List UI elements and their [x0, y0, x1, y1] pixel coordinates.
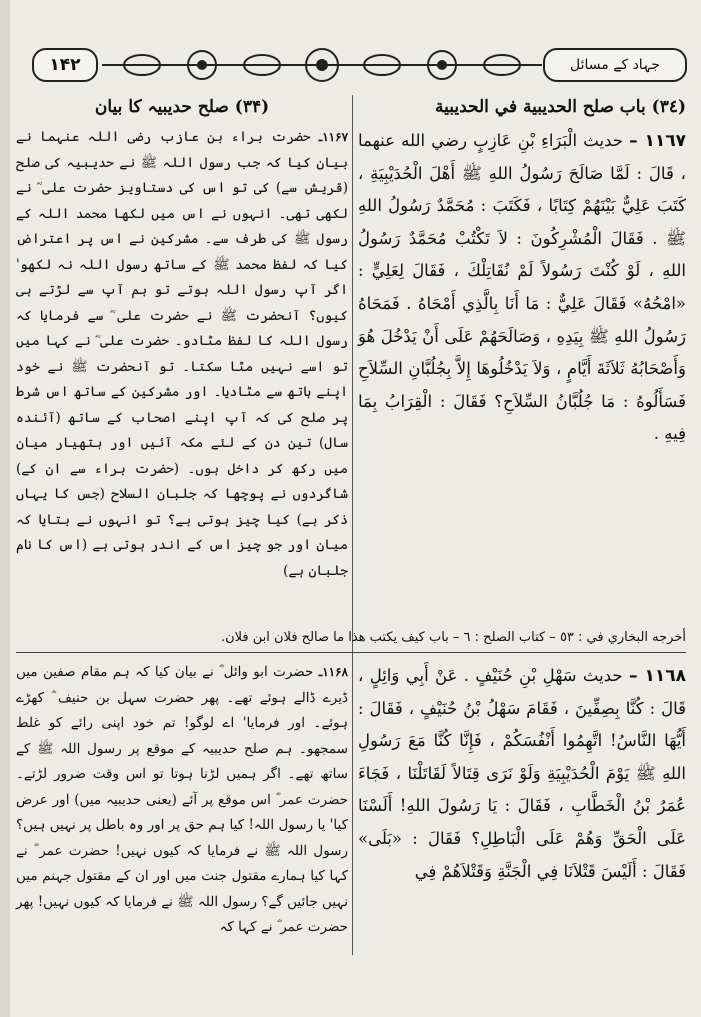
arabic-hadith-1-text: حديث الْبَرَاءِ بْنِ عَازِبٍ رضي الله عنهما ، قَالَ : لَمَّا صَالَحَ رَسُولُ اللهِ ﷺ أَهْلَ الْحُدَيْبِيَةِ ، كَتَبَ عَلِيٌّ بَيْنَهُمْ كِتَابًا ، فَكَتَبَ : مُحَمَّدٌ رَسُولُ اللهِ ﷺ . فَقَالَ الْمُشْرِكُونَ : لاَ تَكْتُبْ مُحَمَّدٌ رَسُولُ اللهِ ، لَوْ كُنْتَ رَسُولاً لَمْ نُقَاتِلْكَ ، فَقَالَ لِعَلِيٍّ : «امْحُهُ» فَقَالَ عَلِيٌّ : مَا أَنَا بِالَّذِي أَمْحَاهُ . فَمَحَاهُ رَسُولُ اللهِ ﷺ بِيَدِهِ ، وَصَالَحَهُمْ عَلَى أَنْ يَدْخُلَ هُوَ وَأَصْحَابُهُ ثَلاَثَةَ أَيَّامٍ ، وَلاَ يَدْخُلُوهَا إِلاَّ بِجُلُبَّانِ السِّلاَحِ فَسَأَلُوهُ : مَا جُلُبَّانُ السِّلاَحِ؟ فَقَالَ : الْقِرَابُ بِمَا فِيهِ . — [358, 131, 686, 444]
urdu-hadith-2-text: حضرت ابو وائل ؓ نے بیان کیا کہ ہم مقام صفین میں ڈیرے ڈالے ہوئے تھے۔ پھر حضرت سہل بن حنیف ؓ کھڑے ہوئے۔ اور فرمایا' اے لوگو! تم خود اپنی رائے کو غلط سمجھو۔ ہم صلح حدیبیہ کے موقع پر رسول اللہ ﷺ کے ساتھ تھے۔ اگر ہمیں لڑنا ہوتا تو اس وقت ضرور لڑتے۔ حضرت عمر ؓ اس موقع پر آئے (یعنی حدیبیہ میں) اور عرض کیا' یا رسول اللہ! کیا ہم حق پر اور وہ باطل پر نہیں ہیں؟ رسول اللہ ﷺ نے فرمایا کہ کیوں نہیں! حضرت عمر ؓ نے کہا کیا ہمارے مقتول جنت میں اور ان کے مقتول جہنم میں نہیں جائیں گے؟ رسول اللہ ﷺ نے فرمایا کہ کیوں نہیں! پھر حضرت عمر ؓ نے کہا کہ — [16, 664, 348, 935]
arabic-hadith-2-block — [358, 660, 686, 990]
page-edge — [0, 0, 10, 1017]
arabic-chapter-title: (٣٤) باب صلح الحديبية في الحديبية — [434, 97, 686, 117]
takhrij-reference: أخرجه البخاري في : ٥٣ – كتاب الصلح : ٦ – باب كيف يكتب هذا ما صالح فلان ابن فلان. — [220, 630, 686, 645]
urdu-hadith-2 — [16, 660, 348, 941]
section-divider — [16, 652, 686, 653]
arabic-hadith-1-number: ١١٦٧ – — [629, 131, 686, 151]
urdu-hadith-1 — [16, 125, 348, 584]
arabic-hadith-2-text: حديث سَهْلِ بْنِ حُنَيْفٍ . عَنْ أَبِي وَائِلٍ ، قَالَ : كُنَّا بِصِفِّينَ ، فَقَامَ سَهْلُ بْنُ حُنَيْفٍ ، فَقَالَ : أَيُّهَا النَّاسُ! اتَّهِمُوا أَنْفُسَكُمْ ، فَإِنَّا كُنَّا مَعَ رَسُولِ اللهِ ﷺ يَوْمَ الْحُدَيْبِيَةِ وَلَوْ نَرَى قِتَالاً لَقَاتَلْنَا ، فَجَاءَ عُمَرُ بْنُ الْخَطَّابِ ، فَقَالَ : يَا رَسُولَ اللهِ! أَلَسْنَا عَلَى الْحَقِّ وَهُمْ عَلَى الْبَاطِلِ؟ فَقَالَ : «بَلَى» فَقَالَ : أَلَيْسَ قَتْلاَنَا فِي الْجَنَّةِ وَقَتْلاَهُمْ فِي — [358, 666, 686, 881]
arabic-hadith-2-number: ١١٦٨ – — [628, 666, 687, 686]
page-number: ۱۴۲ — [32, 48, 98, 82]
urdu-hadith-1-number: ۱۱۶۷ـ — [318, 130, 349, 144]
urdu-hadith-2-block — [16, 660, 348, 990]
book-section-title: جہاد کے مسائل — [543, 48, 687, 82]
arabic-hadith-1 — [358, 125, 686, 451]
header-ornament — [102, 42, 542, 88]
urdu-hadith-1-text: حضرت براء بن عازب رضی اللہ عنہما نے بیان کیا کہ جب رسول اللہ ﷺ نے حدیبیہ کی صلح (قریش سے) کی تو اس کی دستاویز حضرت علی ؓ نے لکھی تھی۔ انہوں نے اس میں لکھا محمد اللہ کے رسول ﷺ کی طرف سے۔ مشرکین نے اس پر اعتراض کیا کہ لفظ محمد ﷺ کے ساتھ رسول اللہ نہ لکھو' اگر آپ رسول اللہ ہوتے تو ہم آپ سے لڑتے ہی کیوں؟ آنحضرت ﷺ نے حضرت علی ؓ سے فرمایا کہ رسول اللہ کا لفظ مٹادو۔ حضرت علی ؓ نے کہا میں تو اسے نہیں مٹا سکتا۔ تو آنحضرت ﷺ نے خود اپنے ہاتھ سے مٹادیا۔ اور مشرکین کے ساتھ اس شرط پر صلح کی کہ آپ اپنے اصحاب کے ساتھ (آئندہ سال) تین دن کے لئے مکہ آئیں اور ہتھیار میان میں رکھ کر داخل ہوں۔ (حضرت براء سے ان کے) شاگردوں نے پوچھا کہ جلبان السلاح (جس کا یہاں ذکر ہے) کیا چیز ہوتی ہے؟ تو انہوں نے بتایا کہ میان اور جو چیز اس کے اندر ہوتی ہے (اس کا نام جلبان ہے) — [16, 129, 348, 579]
page-header — [22, 42, 687, 88]
urdu-chapter-title: (۳۴) صلح حدیبیہ کا بیان — [94, 97, 270, 117]
arabic-hadith-2 — [358, 660, 686, 888]
column-divider — [352, 95, 353, 955]
urdu-hadith-2-number: ۱۱۶۸ـ — [318, 665, 349, 679]
